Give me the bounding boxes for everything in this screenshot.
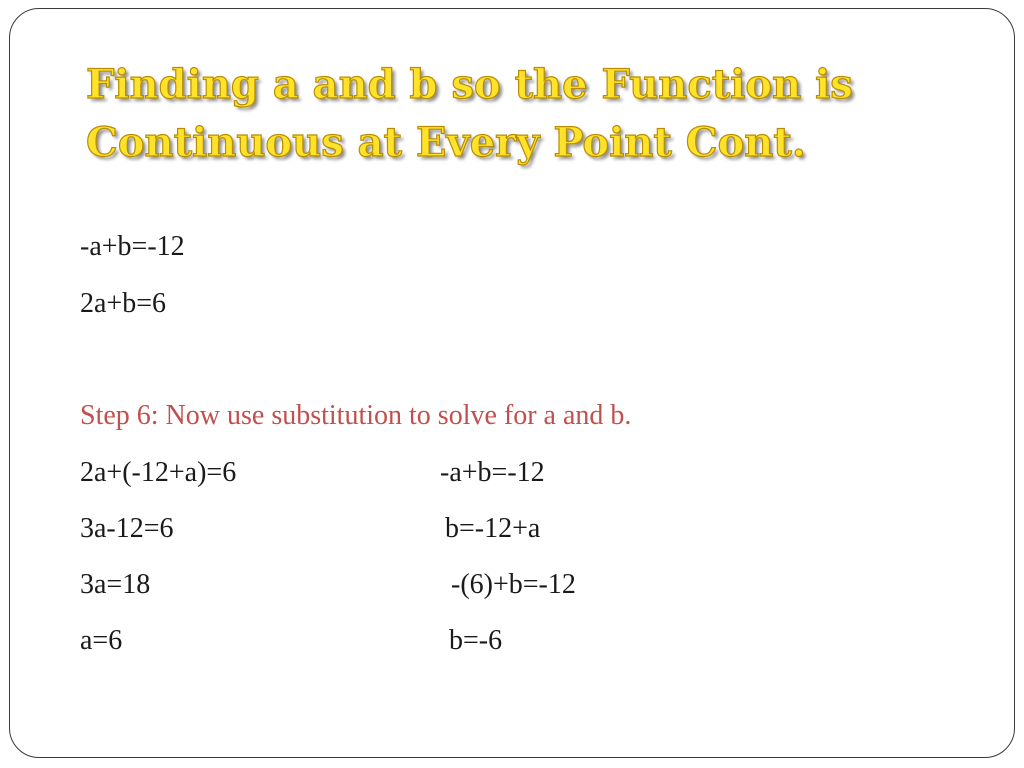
- right-step-1: -a+b=-12: [440, 457, 545, 488]
- left-step-4: a=6: [80, 625, 123, 656]
- left-step-3: 3a=18: [80, 569, 151, 600]
- equation-2: 2a+b=6: [80, 288, 167, 319]
- equation-1: -a+b=-12: [80, 231, 185, 262]
- step-6-heading: Step 6: Now use substitution to solve for a and b.: [80, 400, 632, 431]
- left-step-1: 2a+(-12+a)=6: [80, 457, 237, 488]
- slide-title: Finding a and b so the Function is Continuous at Every Point Cont.: [86, 61, 853, 166]
- right-step-2: b=-12+a: [445, 513, 541, 544]
- right-step-3: -(6)+b=-12: [451, 569, 576, 600]
- left-step-2: 3a-12=6: [80, 513, 174, 544]
- right-step-4: b=-6: [449, 625, 503, 656]
